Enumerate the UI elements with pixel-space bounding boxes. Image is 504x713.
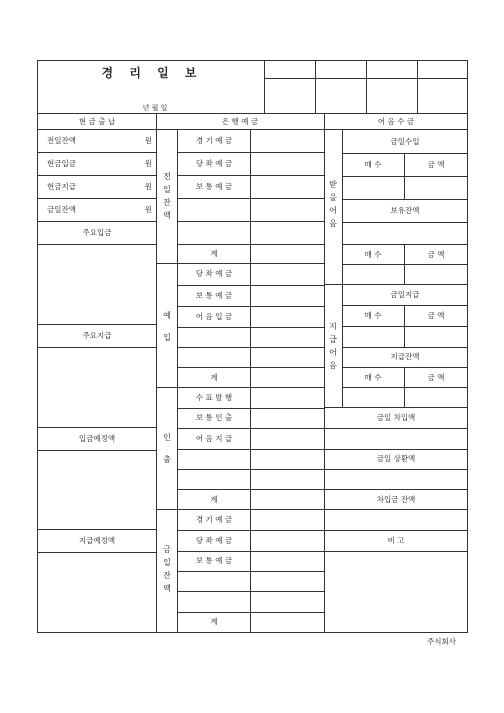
page-title: 경 리 일 보 (101, 66, 203, 80)
expected-payment-label: 지급예정액 (78, 536, 116, 545)
bank-item-total: 계 (210, 495, 218, 504)
cash-row-label: 전일잔액 (47, 136, 76, 145)
count-label: 매 수 (364, 160, 382, 169)
bank-item: 당 좌 예 금 (195, 269, 233, 278)
bank-item-total: 계 (210, 617, 218, 626)
notes-header: 어 음 수 금 (377, 117, 415, 126)
bank-item: 당 좌 예 금 (195, 536, 233, 545)
paid-balance-label: 지급잔액 (390, 352, 420, 361)
bank-header: 은 행 예 금 (221, 117, 259, 126)
expected-income-label: 입금예정액 (78, 434, 116, 443)
count-label: 매 수 (364, 250, 382, 259)
amount-label: 금 액 (427, 160, 445, 169)
bank-item: 경 기 예 금 (195, 136, 233, 145)
bank-item: 보 통 인 출 (195, 413, 233, 422)
amount-label: 금 액 (427, 311, 445, 320)
paid-notes-label: 지급어음 (329, 322, 337, 370)
company-label: 주식회사 (427, 637, 456, 646)
remarks-label: 비 고 (387, 536, 405, 545)
bank-item: 보 통 예 금 (195, 182, 233, 191)
count-label: 매 수 (364, 311, 382, 320)
holding-balance-label: 보유잔액 (390, 206, 420, 215)
bank-item: 어 음 입 금 (195, 312, 233, 321)
bank-group-label: 전일잔액 (163, 172, 171, 220)
bank-item: 어 음 지 급 (195, 434, 233, 443)
bank-item: 당 좌 예 금 (195, 159, 233, 168)
cash-row-unit: 원 (144, 182, 152, 191)
bank-item: 수 표 발 행 (195, 393, 233, 402)
amount-label: 금 액 (427, 250, 445, 259)
main-payment-label: 주요지급 (82, 331, 112, 340)
cash-row-label: 금일잔액 (47, 205, 76, 214)
cash-row-label: 현금입금 (47, 159, 76, 168)
bank-item-total: 계 (210, 373, 218, 382)
main-income-label: 주요입금 (82, 228, 112, 237)
today-repay-label: 금일 상환액 (376, 454, 416, 463)
cash-row-unit: 원 (144, 136, 152, 145)
amount-label: 금 액 (427, 373, 445, 382)
date-line: 년 월 일 (142, 104, 168, 112)
today-received-label: 금일수입 (390, 137, 420, 146)
cash-row-unit: 원 (144, 205, 152, 214)
bank-item: 경 기 예 금 (195, 515, 233, 524)
cash-header: 현 금 출 납 (78, 117, 116, 126)
count-label: 매 수 (364, 373, 382, 382)
received-notes-label: 받을어음 (329, 180, 337, 228)
bank-group-label: 금일잔액 (163, 545, 171, 593)
cash-row-label: 현금지급 (47, 182, 76, 191)
cash-row-unit: 원 (144, 159, 152, 168)
today-borrowed-label: 금일 차입액 (376, 413, 416, 422)
loan-balance-label: 차입금 잔액 (376, 495, 416, 504)
bank-group-label: 인출 (163, 433, 171, 464)
bank-item-total: 계 (210, 249, 218, 258)
today-paid-label: 금일지급 (390, 290, 420, 299)
bank-item: 보 통 예 금 (195, 556, 233, 565)
bank-item: 보 통 예 금 (195, 291, 233, 300)
bank-group-label: 예입 (163, 311, 171, 342)
